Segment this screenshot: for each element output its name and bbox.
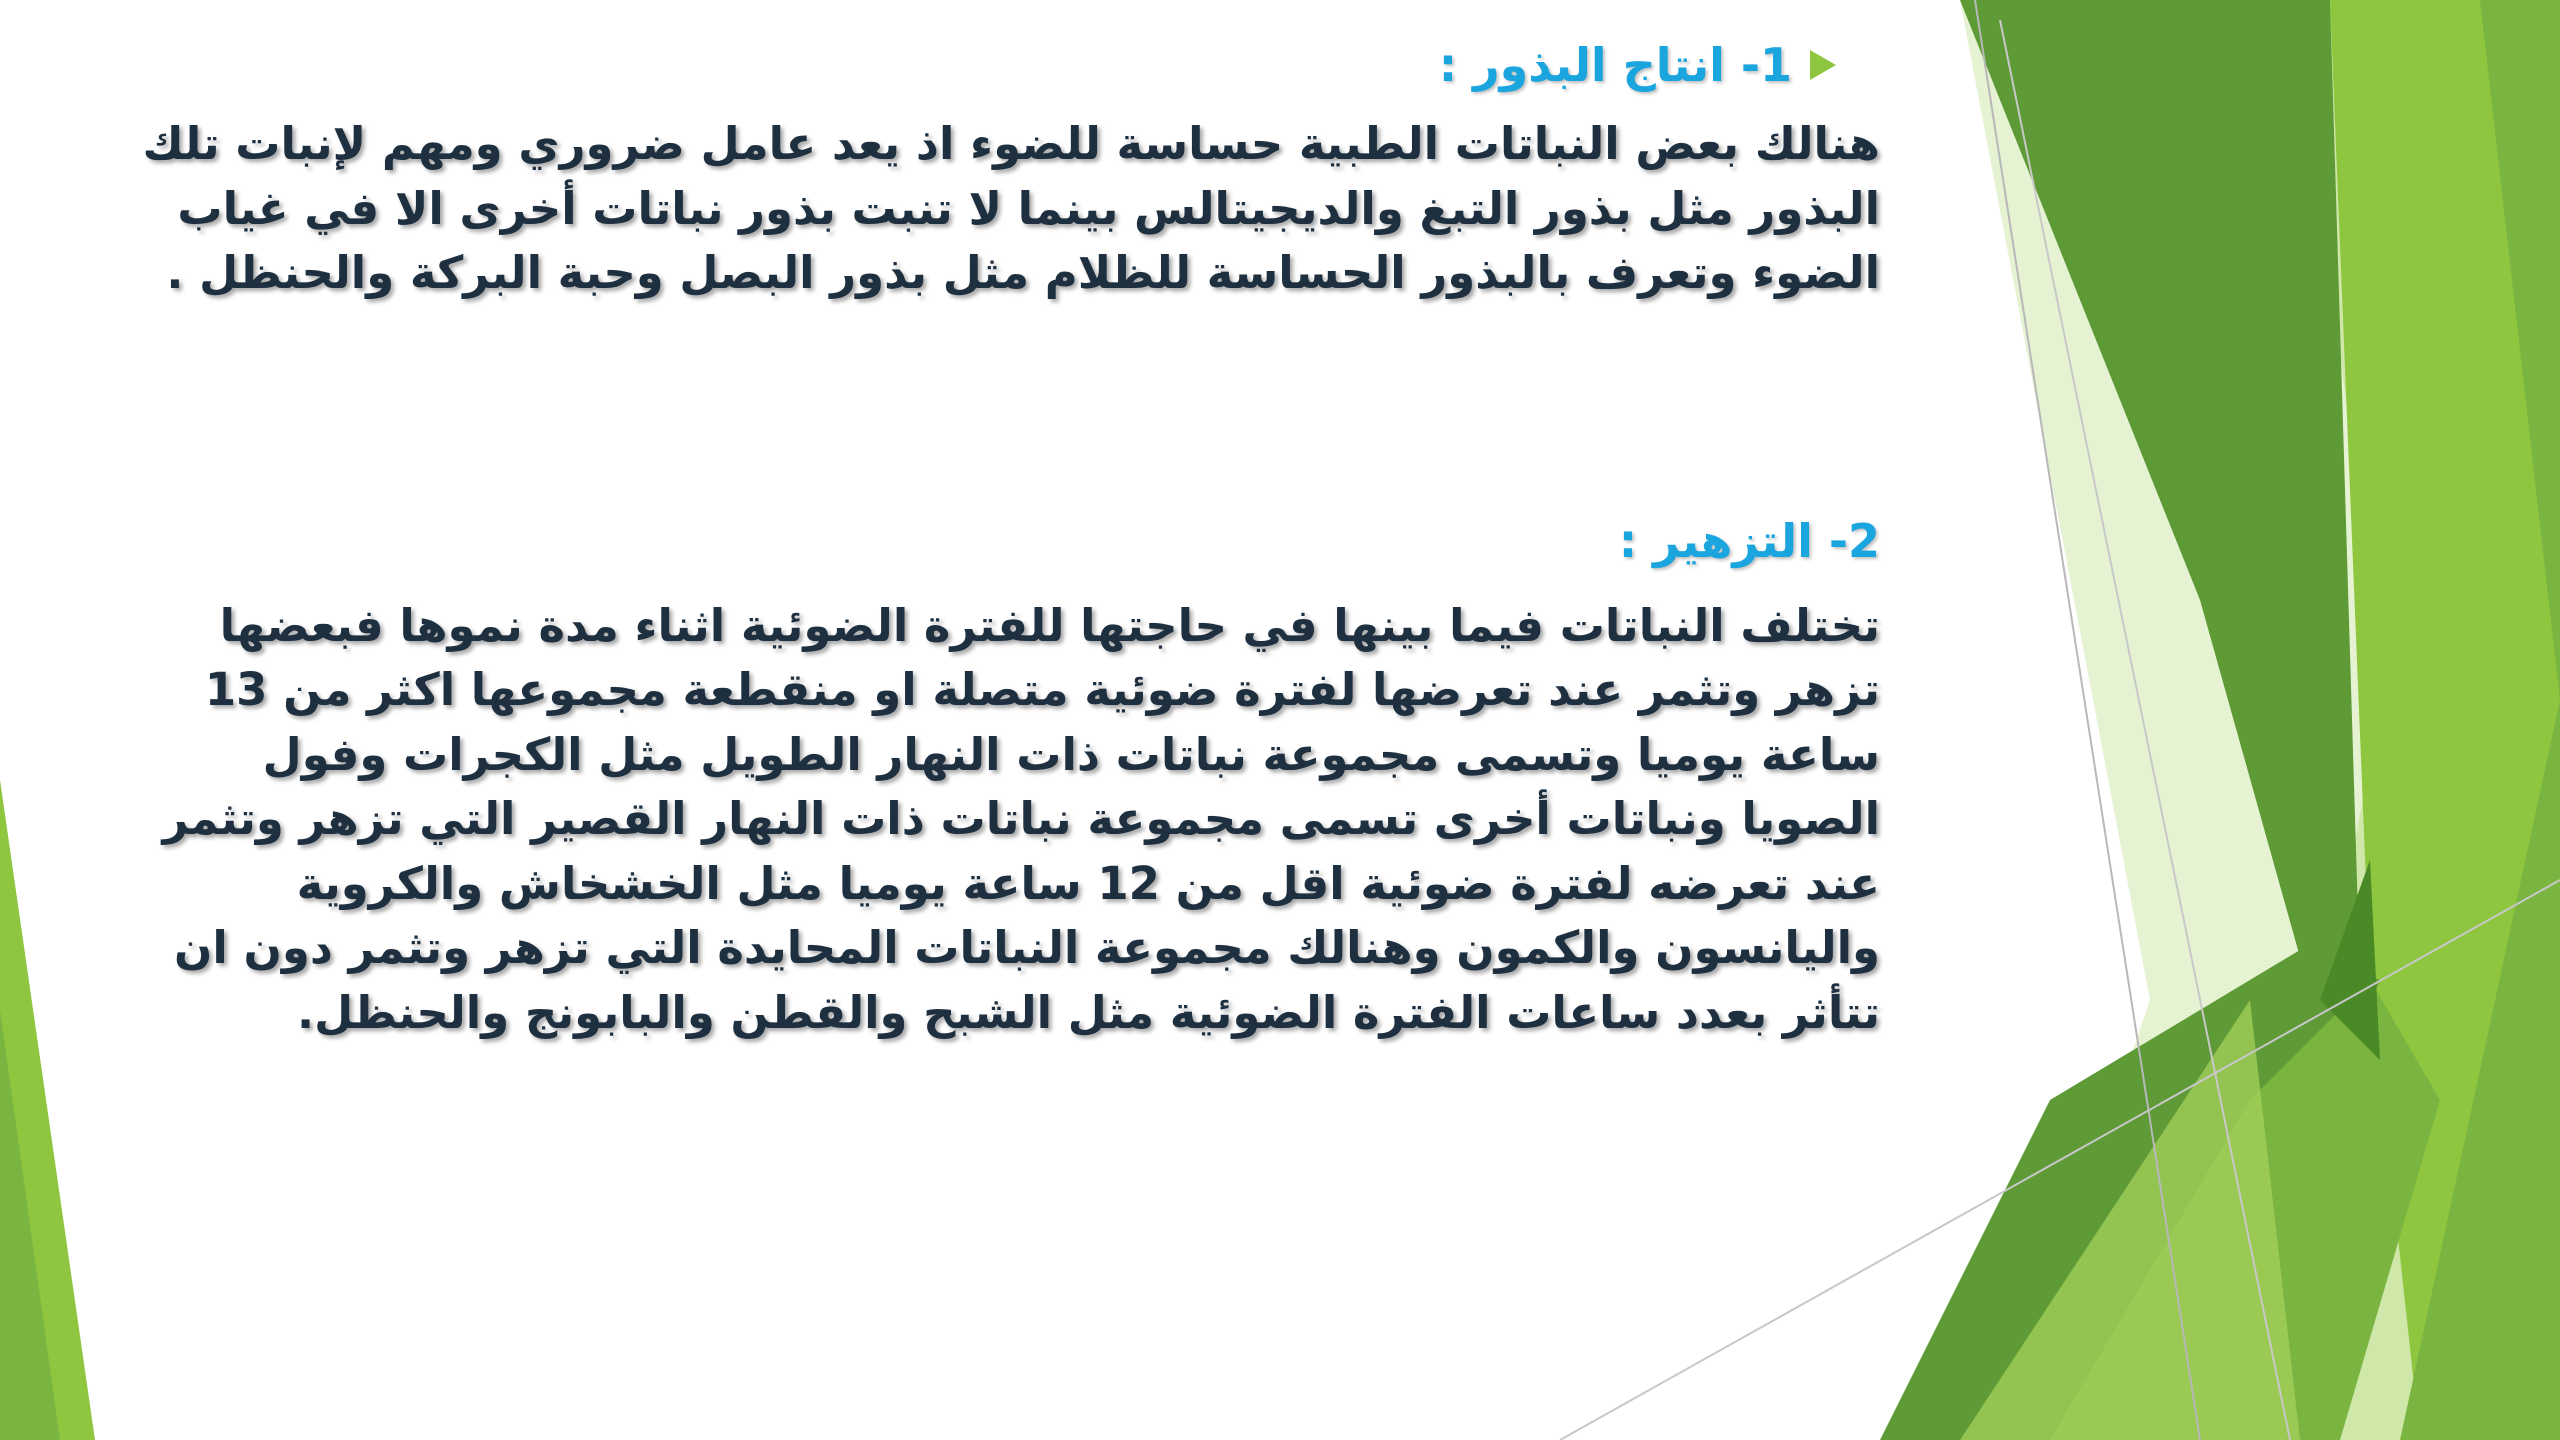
slide-content [110, 30, 1880, 1045]
section2-paragraph: تختلف النباتات فيما بينها في حاجتها للفترة الضوئية اثناء مدة نموها فبعضها تزهر وتثمر عند تعرضها لفترة ضوئية متصلة او منقطعة مجموعها اكثر من 13 ساعة يوميا وتسمى مجموعة نباتات ذات النهار الطويل مثل الكجرات وفول الصويا ونباتات أخرى تسمى مجموعة نباتات ذات النهار القصير التي تزهر وتثمر عند تعرضه لفترة ضوئية اقل من 12 ساعة يوميا مثل الخشخاش والكروية واليانسون والكمون وهنالك مجموعة النباتات المحايدة التي تزهر وتثمر دون ان تتأثر بعدد ساعات الفترة الضوئية مثل الشبح والقطن والبابونج والحنظل. [162, 598, 1880, 1039]
section2-heading-row [110, 506, 1880, 576]
triangle-bullet-icon [1810, 50, 1836, 80]
section1-heading: 1- انتاج البذور : [1438, 38, 1792, 92]
section1-paragraph: هنالك بعض النباتات الطبية حساسة للضوء اذ يعد عامل ضروري ومهم لإنبات تلك البذور مثل بذور التبغ والديجيتالس بينما لا تنبت بذور نباتات أخرى الا في غياب الضوء وتعرف بالبذور الحساسة للظلام مثل بذور البصل وحبة البركة والحنظل . [142, 117, 1880, 299]
section1-heading-row [110, 30, 1880, 100]
section2-heading: 2- التزهير : [1618, 513, 1880, 568]
